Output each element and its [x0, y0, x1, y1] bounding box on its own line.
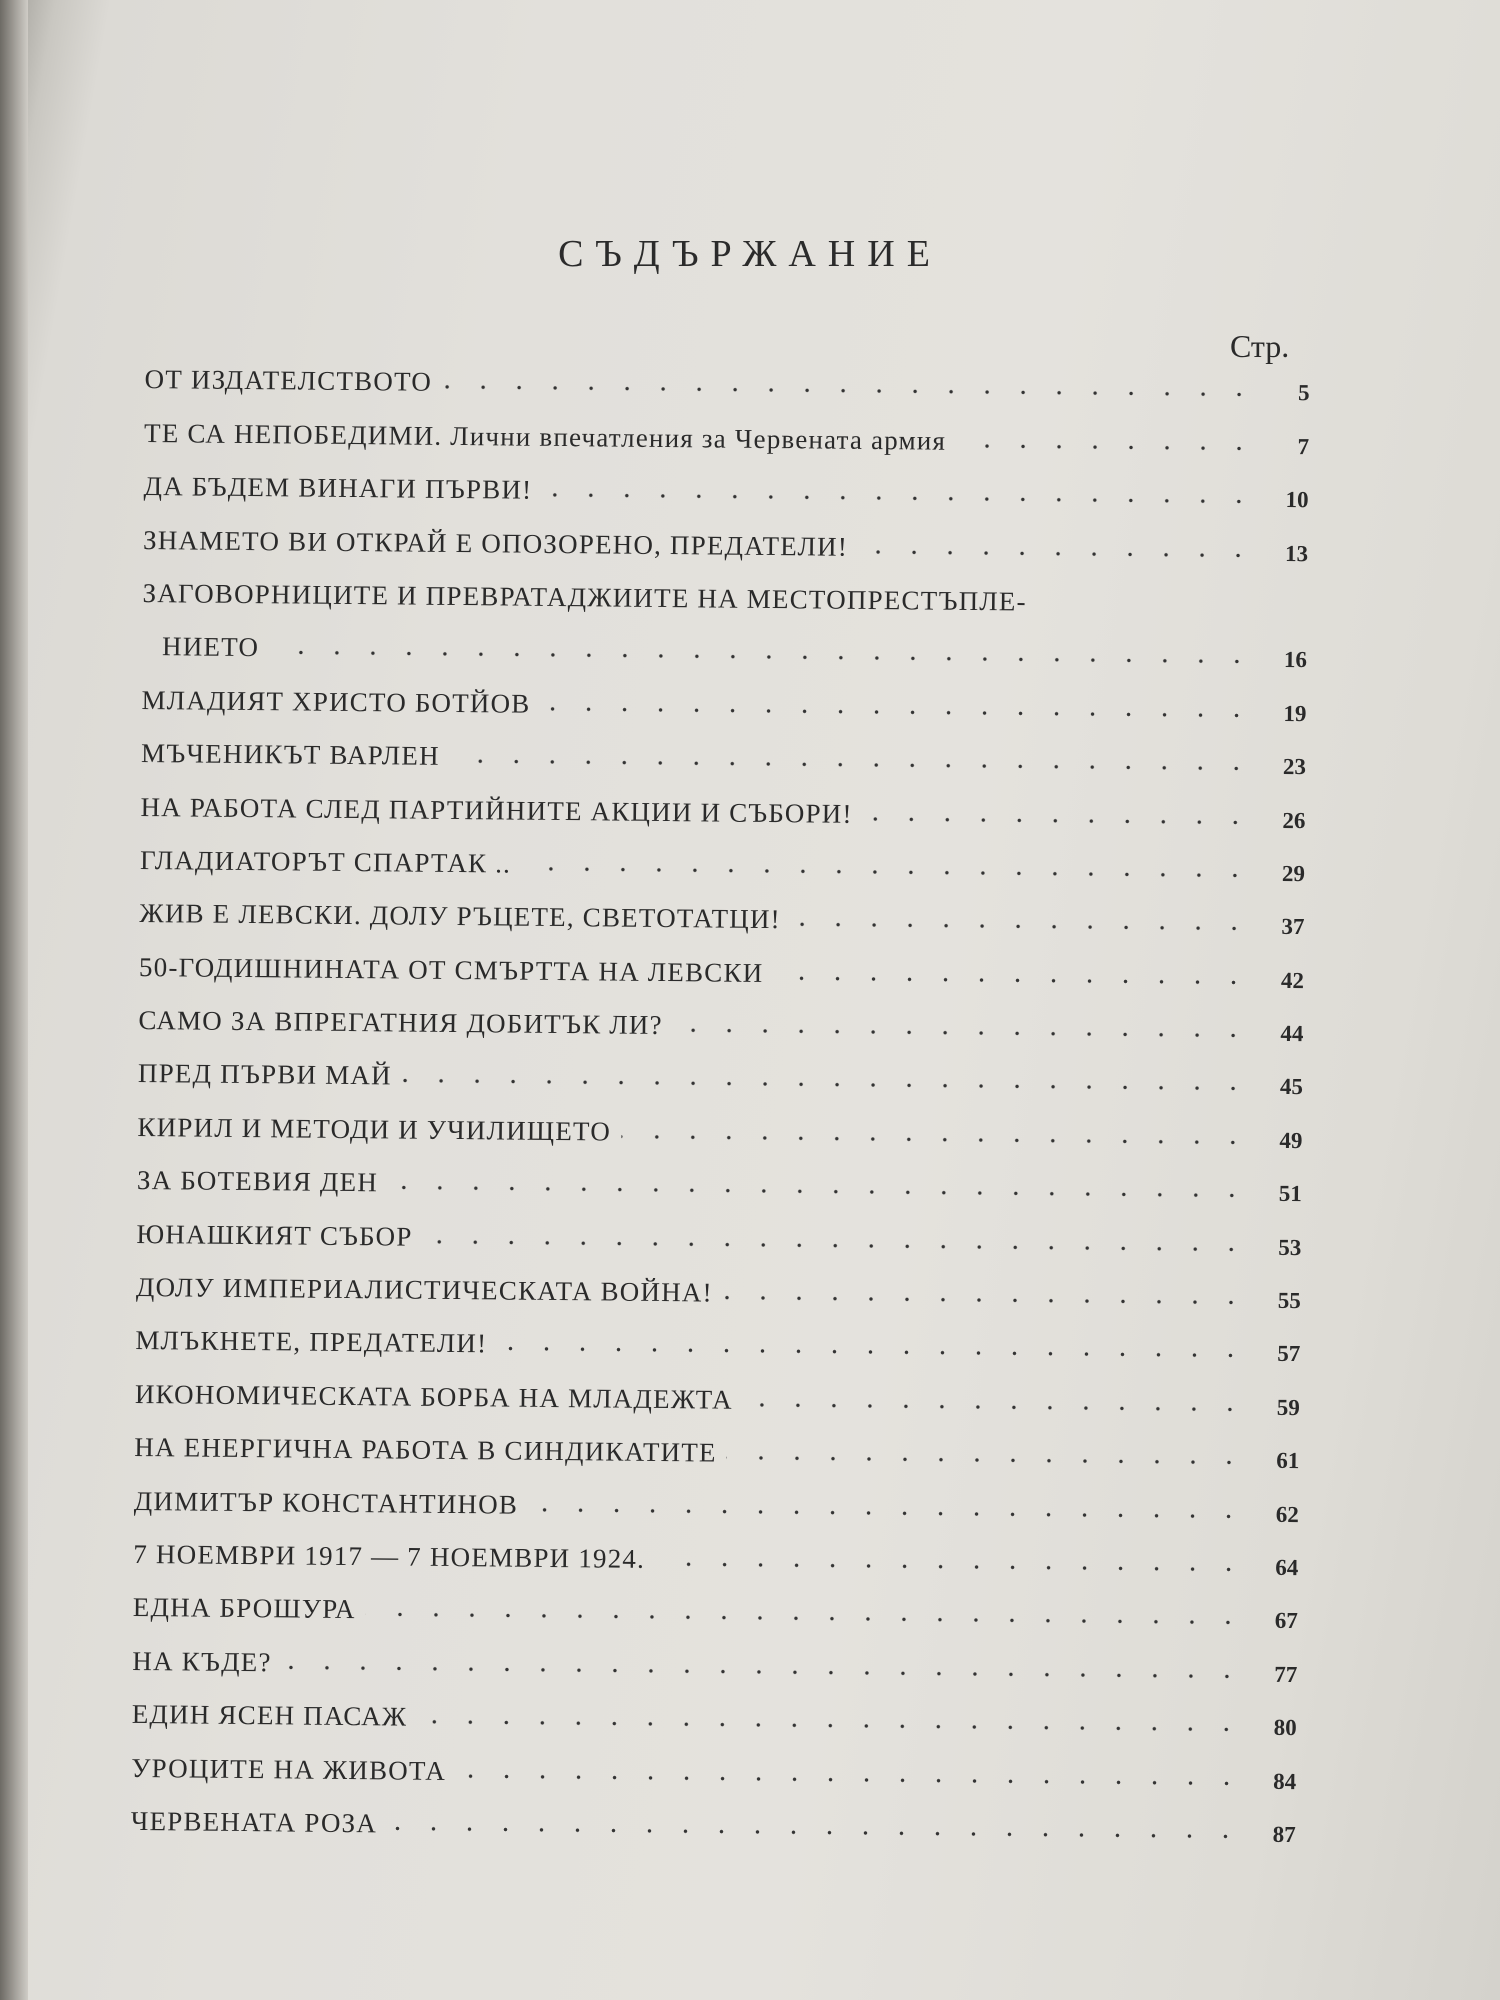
toc-entry-title: ПРЕД ПЪРВИ МАЙ — [137, 1058, 392, 1091]
toc-entry-page: 53 — [1278, 1234, 1302, 1260]
toc-entry-page: 26 — [1282, 807, 1306, 833]
toc-entry-title: ДИМИТЪР КОНСТАНТИНОВ — [133, 1485, 519, 1520]
toc-entry-page: 10 — [1285, 487, 1309, 513]
toc-entry-title: ИКОНОМИЧЕСКАТА БОРБА НА МЛАДЕЖТА — [134, 1378, 733, 1415]
toc-entry-page: 51 — [1278, 1181, 1302, 1207]
toc-entry-title: ЕДНА БРОШУРА — [132, 1592, 356, 1625]
page-column-label: Стр. — [1230, 328, 1290, 364]
toc-entry-title: ЗА БОТЕВИЯ ДЕН — [136, 1165, 379, 1198]
toc-entry-page: 49 — [1279, 1127, 1303, 1154]
toc-entry-page: 67 — [1274, 1608, 1298, 1634]
toc-entry-title: НА КЪДЕ? — [132, 1645, 272, 1678]
dot-leader — [528, 1506, 1247, 1519]
book-spine — [0, 0, 28, 2000]
toc-entry-page: 61 — [1276, 1448, 1300, 1474]
table-of-contents — [131, 342, 1310, 1848]
toc-entry-page: 37 — [1281, 914, 1305, 940]
toc-entry-title: УРОЦИТЕ НА ЖИВОТА — [131, 1752, 447, 1786]
toc-entry-title: МЪЧЕНИКЪТ ВАРЛЕН — [140, 738, 440, 771]
toc-entry-title: ОТ ИЗДАТЕЛСТВОТО — [144, 364, 433, 398]
toc-entry-page: 5 — [1297, 380, 1310, 406]
toc-entry-title: ЗАГОВОРНИЦИТЕ И ПРЕВРАТАДЖИИТЕ НА МЕСТОПРЕСТЪПЛЕ- — [142, 577, 1027, 617]
dot-leader — [450, 758, 1254, 772]
toc-entry-title: ДОЛУ ИМПЕРИАЛИСТИЧЕСКАТА ВОЙНА! — [135, 1271, 713, 1308]
dot-leader — [366, 1612, 1246, 1626]
toc-entry-page: 42 — [1280, 967, 1305, 993]
toc-entry-title: МЛАДИЯТ ХРИСТО БОТЙОВ — [141, 684, 531, 719]
dot-leader — [791, 922, 1253, 932]
toc-entry-page: 64 — [1275, 1554, 1299, 1581]
toc-entry-title: МЛЪКНЕТЕ, ПРЕДАТЕЛИ! — [135, 1325, 488, 1359]
dot-leader — [858, 548, 1256, 558]
toc-entry-page: 59 — [1276, 1394, 1300, 1420]
toc-entry-page: 45 — [1279, 1074, 1304, 1100]
dot-leader — [655, 1561, 1246, 1573]
toc-entry-page: 80 — [1273, 1715, 1297, 1741]
toc-entry-page: 57 — [1277, 1341, 1301, 1367]
toc-entry-title: ЗНАМЕТО ВИ ОТКРАЙ Е ОПОЗОРЕНО, ПРЕДАТЕЛИ! — [142, 524, 849, 562]
toc-entry-title: 7 НОЕМВРИ 1917 — 7 НОЕМВРИ 1924. — [133, 1538, 646, 1574]
toc-entry-page: 55 — [1277, 1287, 1301, 1314]
dot-leader — [497, 1346, 1248, 1359]
toc-entry-title: КИРИЛ И МЕТОДИ И УЧИЛИЩЕТО — [137, 1111, 612, 1147]
toc-entry-page: 62 — [1275, 1501, 1299, 1527]
dot-leader — [773, 975, 1252, 986]
dot-leader — [542, 492, 1256, 505]
dot-leader — [269, 650, 1255, 665]
toc-entry-title: ДА БЪДЕМ ВИНАГИ ПЪРВИ! — [143, 471, 533, 505]
toc-entry-page: 84 — [1273, 1768, 1297, 1794]
toc-entry-title: ТЕ СА НЕПОБЕДИМИ. Лични впечатления за Червената армия — [143, 417, 947, 456]
toc-entry-title: ЕДИН ЯСЕН ПАСАЖ — [131, 1699, 408, 1732]
dot-leader — [863, 815, 1254, 825]
toc-entry-title: 50-ГОДИШНИНАТА ОТ СМЪРТТА НА ЛЕВСКИ — [138, 951, 764, 988]
toc-entry — [131, 1783, 1296, 1848]
toc-entry-page: 23 — [1282, 754, 1307, 780]
toc-entry-title: ЖИВ Е ЛЕВСКИ. ДОЛУ РЪЦЕТЕ, СВЕТОТАТЦИ! — [139, 898, 781, 935]
toc-entry-title: НА ЕНЕРГИЧНА РАБОТА В СИНДИКАТИТЕ — [134, 1432, 717, 1468]
dot-leader — [727, 1455, 1248, 1466]
toc-entry-title: САМО ЗА ВПРЕГАТНИЯ ДОБИТЪК ЛИ? — [138, 1005, 663, 1041]
toc-entry-page: 13 — [1284, 540, 1309, 566]
toc-entry-title: НА РАБОТА СЛЕД ПАРТИЙНИТЕ АКЦИИ И СЪБОРИ! — [140, 791, 853, 829]
dot-leader — [540, 706, 1254, 719]
dot-leader — [673, 1027, 1252, 1039]
toc-entry-title: ГЛАДИАТОРЪТ СПАРТАК .. — [139, 844, 512, 879]
dot-leader — [442, 384, 1258, 398]
dot-leader — [422, 1238, 1249, 1252]
dot-leader — [388, 1185, 1250, 1199]
toc-entry-title: ЧЕРВЕНАТА РОЗА — [130, 1805, 378, 1839]
page-title: СЪДЪРЖАНИЕ — [558, 233, 942, 275]
dot-leader — [521, 866, 1253, 879]
toc-entry-page: 29 — [1281, 860, 1306, 887]
toc-entry-page: 87 — [1272, 1821, 1296, 1848]
toc-entry-page: 77 — [1274, 1661, 1298, 1687]
dot-leader — [956, 443, 1257, 452]
dot-leader — [417, 1719, 1245, 1733]
dot-leader — [723, 1295, 1249, 1306]
dot-leader — [387, 1825, 1244, 1839]
toc-entry-page: 19 — [1283, 700, 1307, 726]
dot-leader — [456, 1773, 1244, 1787]
toc-entry-page: 7 — [1297, 433, 1310, 459]
dot-leader — [621, 1133, 1250, 1145]
toc-entry-page: 44 — [1280, 1021, 1304, 1047]
dot-leader — [282, 1664, 1246, 1679]
toc-entry-title: НИЕТО — [161, 631, 260, 663]
toc-entry-title: ЮНАШКИЯТ СЪБОР — [136, 1218, 413, 1252]
dot-leader — [402, 1078, 1251, 1092]
toc-entry-page: 16 — [1283, 647, 1308, 673]
dot-leader — [743, 1402, 1248, 1413]
